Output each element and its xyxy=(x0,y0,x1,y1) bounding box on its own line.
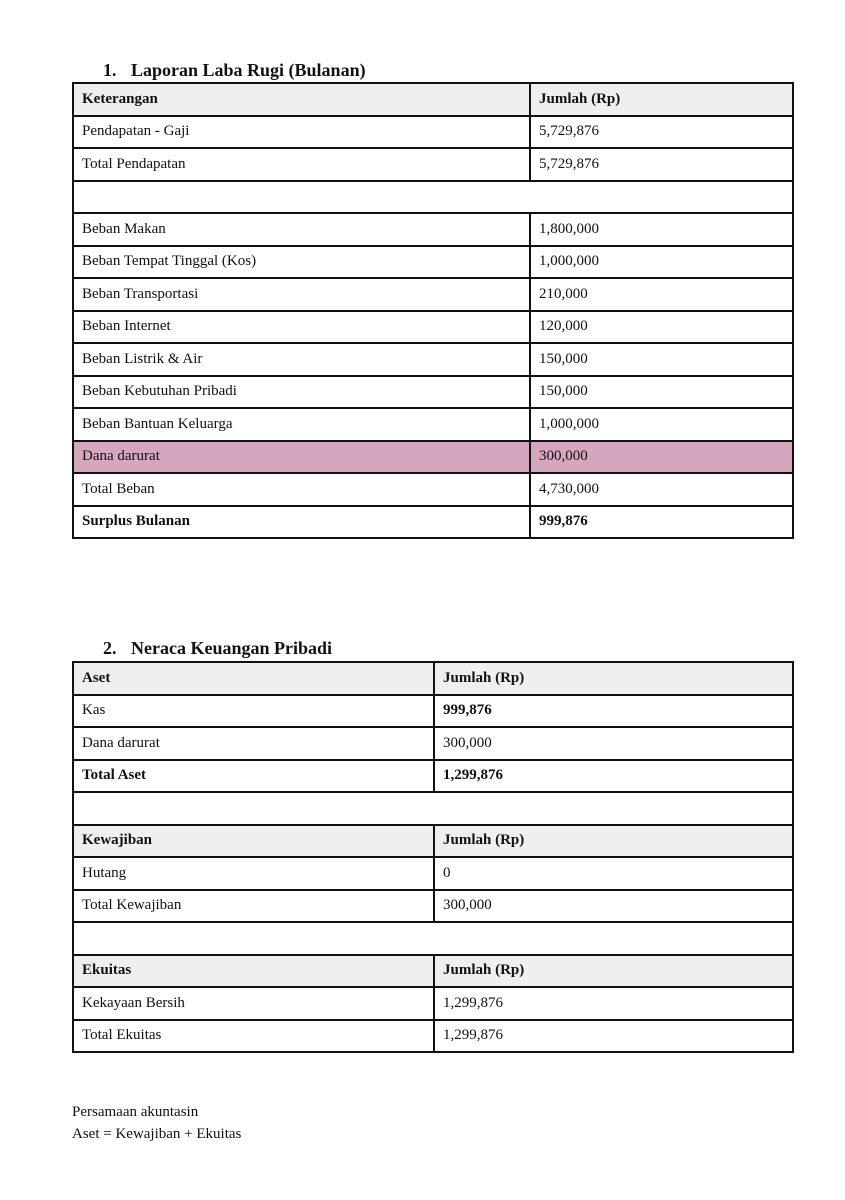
empty-row xyxy=(73,181,793,214)
table-row xyxy=(73,246,793,279)
header-jumlah: Jumlah (Rp) xyxy=(434,955,793,988)
total-aset-row xyxy=(73,760,793,793)
header-jumlah: Jumlah (Rp) xyxy=(434,662,793,695)
row-label: Beban Internet xyxy=(73,311,530,344)
section-2-number: 2. xyxy=(103,638,117,658)
row-value: 5,729,876 xyxy=(530,116,793,149)
ekuitas-header-row xyxy=(73,955,793,988)
empty-cell xyxy=(73,922,793,955)
row-value: 150,000 xyxy=(530,343,793,376)
row-label: Total Aset xyxy=(73,760,434,793)
row-value: 300,000 xyxy=(530,441,793,474)
section-1-title-text: Laporan Laba Rugi (Bulanan) xyxy=(131,60,366,80)
table-row xyxy=(73,278,793,311)
row-label: Total Pendapatan xyxy=(73,148,530,181)
row-value: 1,000,000 xyxy=(530,246,793,279)
row-value: 4,730,000 xyxy=(530,473,793,506)
section-2-title-text: Neraca Keuangan Pribadi xyxy=(131,638,332,658)
header-jumlah: Jumlah (Rp) xyxy=(530,83,793,116)
empty-row xyxy=(73,922,793,955)
row-label: Beban Tempat Tinggal (Kos) xyxy=(73,246,530,279)
row-label: Dana darurat xyxy=(73,441,530,474)
highlighted-row xyxy=(73,441,793,474)
empty-row xyxy=(73,792,793,825)
row-label: Beban Bantuan Keluarga xyxy=(73,408,530,441)
row-label: Kas xyxy=(73,695,434,728)
row-value: 1,299,876 xyxy=(434,987,793,1020)
row-label: Beban Transportasi xyxy=(73,278,530,311)
row-label: Beban Kebutuhan Pribadi xyxy=(73,376,530,409)
section-1-title xyxy=(103,60,366,81)
table-row xyxy=(73,727,793,760)
header-aset: Aset xyxy=(73,662,434,695)
header-jumlah: Jumlah (Rp) xyxy=(434,825,793,858)
table-row xyxy=(73,148,793,181)
empty-cell xyxy=(73,792,793,825)
row-value: 1,299,876 xyxy=(434,760,793,793)
section-1-number: 1. xyxy=(103,60,117,80)
row-value: 1,299,876 xyxy=(434,1020,793,1053)
kewajiban-header-row xyxy=(73,825,793,858)
table-row xyxy=(73,695,793,728)
table-row xyxy=(73,1020,793,1053)
aset-header-row xyxy=(73,662,793,695)
row-label: Pendapatan - Gaji xyxy=(73,116,530,149)
table-row xyxy=(73,116,793,149)
header-keterangan: Keterangan xyxy=(73,83,530,116)
row-label: Beban Makan xyxy=(73,213,530,246)
row-value: 999,876 xyxy=(434,695,793,728)
row-label: Total Ekuitas xyxy=(73,1020,434,1053)
table-row xyxy=(73,311,793,344)
row-label: Beban Listrik & Air xyxy=(73,343,530,376)
table-header-row xyxy=(73,83,793,116)
income-statement-table xyxy=(72,82,794,539)
footnote-line-2: Aset = Kewajiban + Ekuitas xyxy=(72,1126,242,1142)
row-label: Total Beban xyxy=(73,473,530,506)
header-ekuitas: Ekuitas xyxy=(73,955,434,988)
table-row xyxy=(73,857,793,890)
row-label: Dana darurat xyxy=(73,727,434,760)
table-row xyxy=(73,213,793,246)
table-row xyxy=(73,408,793,441)
section-2-title xyxy=(103,638,332,659)
accounting-equation-note xyxy=(72,1101,241,1145)
table-row xyxy=(73,473,793,506)
row-value: 150,000 xyxy=(530,376,793,409)
surplus-row xyxy=(73,506,793,539)
table-row xyxy=(73,376,793,409)
row-value: 210,000 xyxy=(530,278,793,311)
table-row xyxy=(73,343,793,376)
row-value: 1,000,000 xyxy=(530,408,793,441)
row-label: Kekayaan Bersih xyxy=(73,987,434,1020)
row-label: Surplus Bulanan xyxy=(73,506,530,539)
row-label: Total Kewajiban xyxy=(73,890,434,923)
row-value: 300,000 xyxy=(434,727,793,760)
footnote-line-1: Persamaan akuntasin xyxy=(72,1104,199,1120)
table-row xyxy=(73,987,793,1020)
empty-cell xyxy=(73,181,793,214)
row-label: Hutang xyxy=(73,857,434,890)
balance-sheet-table xyxy=(72,661,794,1053)
row-value: 120,000 xyxy=(530,311,793,344)
table-row xyxy=(73,890,793,923)
row-value: 1,800,000 xyxy=(530,213,793,246)
row-value: 0 xyxy=(434,857,793,890)
header-kewajiban: Kewajiban xyxy=(73,825,434,858)
row-value: 300,000 xyxy=(434,890,793,923)
row-value: 999,876 xyxy=(530,506,793,539)
row-value: 5,729,876 xyxy=(530,148,793,181)
